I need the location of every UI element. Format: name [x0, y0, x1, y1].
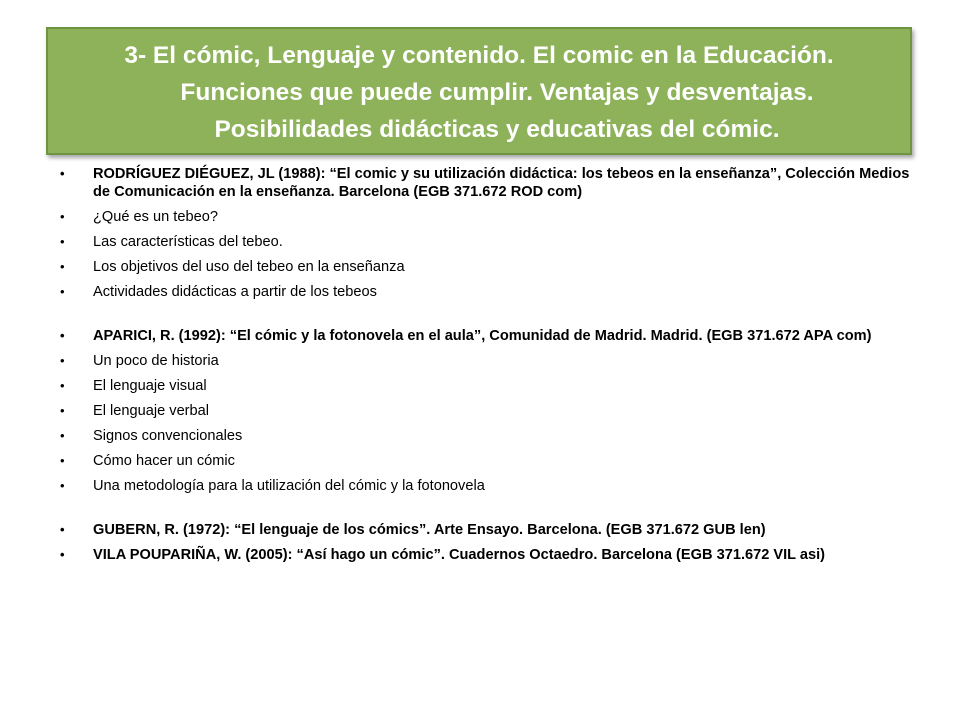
list-item: • Cómo hacer un cómic: [60, 452, 920, 470]
title-line-3: Posibilidades didácticas y educativas del cómic.: [214, 116, 780, 143]
list-item: • Un poco de historia: [60, 352, 920, 370]
list-item: • El lenguaje visual: [60, 377, 920, 395]
list-item: • Los objetivos del uso del tebeo en la enseñanza: [60, 258, 920, 276]
list-item: • Signos convencionales: [60, 427, 920, 445]
reference-rodriguez: • RODRÍGUEZ DIÉGUEZ, JL (1988): “El comic y su utilización didáctica: los tebeos en la enseñanza”, Colección Medios de Comunicación en la enseñanza. Barcelona (EGB 371.672 ROD com): [60, 165, 920, 201]
bullet-list: [60, 165, 920, 571]
reference-vila: • VILA POUPARIÑA, W. (2005): “Así hago un cómic”. Cuadernos Octaedro. Barcelona (EGB 371.672 VIL asi): [60, 546, 920, 564]
list-item: • Una metodología para la utilización del cómic y la fotonovela: [60, 477, 920, 495]
reference-aparici: • APARICI, R. (1992): “El cómic y la fotonovela en el aula”, Comunidad de Madrid. Madrid. (EGB 371.672 APA com): [60, 327, 920, 345]
list-item: • Las características del tebeo.: [60, 233, 920, 251]
title-line-2: Funciones que puede cumplir. Ventajas y desventajas.: [180, 79, 814, 106]
list-item: • El lenguaje verbal: [60, 402, 920, 420]
list-item: • Actividades didácticas a partir de los tebeos: [60, 283, 920, 301]
title-line-1: 3- El cómic, Lenguaje y contenido. El comic en la Educación.: [124, 42, 834, 69]
slide-title: [46, 27, 912, 155]
list-item: • ¿Qué es un tebeo?: [60, 208, 920, 226]
reference-gubern: • GUBERN, R. (1972): “El lenguaje de los cómics”. Arte Ensayo. Barcelona. (EGB 371.672 GUB len): [60, 521, 920, 539]
